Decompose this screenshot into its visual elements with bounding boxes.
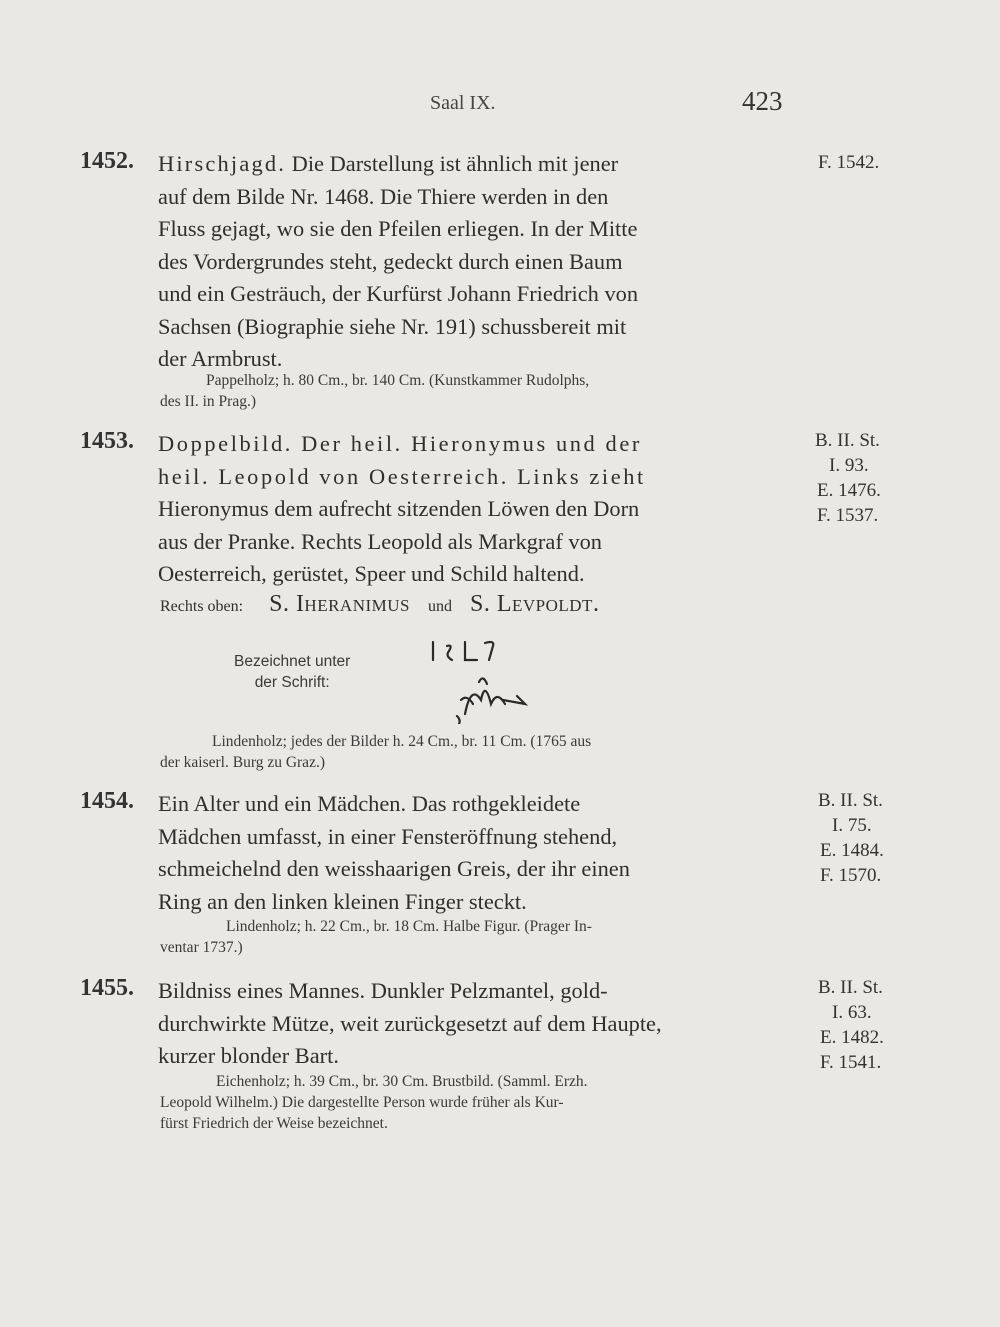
note-line: Eichenholz; h. 39 Cm., br. 30 Cm. Brustbild. (Samml. Erzh.: [216, 1073, 588, 1090]
entry-number: 1452.: [80, 148, 134, 174]
signature-label: Bezeichnet unter der Schrift:: [234, 653, 351, 691]
description-line: Mädchen umfasst, in einer Fensteröffnung stehend,: [158, 823, 618, 849]
description-line: Ring an den linken kleinen Finger steckt.: [158, 888, 527, 914]
inscription-connector: und: [428, 598, 452, 615]
entry-note: [160, 1071, 800, 1134]
reference: E. 1482.: [820, 1027, 884, 1048]
description-line: Bildniss eines Mannes. Dunkler Pelzmantel, gold-: [158, 978, 608, 1003]
reference: F. 1570.: [820, 865, 882, 886]
entry-description: [158, 975, 798, 1073]
entry-description: [158, 148, 798, 376]
description-line: Ein Alter und ein Mädchen. Das rothgekleidete: [158, 791, 581, 816]
note-line: Lindenholz; h. 22 Cm., br. 18 Cm. Halbe Figur. (Prager In-: [226, 918, 592, 935]
description-line: Hieronymus dem aufrecht sitzenden Löwen den Dorn: [158, 496, 640, 521]
note-line: des II. in Prag.): [160, 393, 256, 410]
entry-title: Hirschjagd.: [158, 151, 287, 176]
reference: F. 1542.: [818, 152, 880, 173]
note-line: fürst Friedrich der Weise bezeichnet.: [160, 1115, 388, 1132]
description-line: Sachsen (Biographie siehe Nr. 191) schussbereit mit: [158, 313, 627, 339]
reference: I. 63.: [832, 1002, 872, 1023]
entry-note: [160, 916, 800, 958]
reference-column: [815, 428, 881, 528]
reference: B. II. St.: [818, 790, 883, 811]
artist-monogram-signature: [425, 634, 535, 724]
entry-number: 1453.: [80, 428, 134, 454]
description-line: Hirschjagd. Die Darstellung ist ähnlich mit jener: [158, 151, 619, 176]
entry-note: [160, 370, 800, 412]
note-line: Pappelholz; h. 80 Cm., br. 140 Cm. (Kunstkammer Rudolphs,: [206, 372, 590, 389]
description-line: heil. Leopold von Oesterreich. Links zieht: [158, 463, 646, 489]
reference: B. II. St.: [815, 430, 880, 451]
reference: I. 93.: [829, 455, 869, 476]
description-line: auf dem Bilde Nr. 1468. Die Thiere werden in den: [158, 183, 609, 209]
inscription-right: S. Levpoldt.: [470, 591, 600, 617]
reference: F. 1537.: [817, 505, 879, 526]
entry-number: 1455.: [80, 975, 134, 1001]
reference: F. 1541.: [820, 1052, 882, 1073]
description-line: kurzer blonder Bart.: [158, 1043, 339, 1068]
note-line: der kaiserl. Burg zu Graz.): [160, 754, 325, 771]
description-line: Doppelbild. Der heil. Hieronymus und der: [158, 431, 642, 456]
description-line: aus der Pranke. Rechts Leopold als Markgraf von: [158, 528, 602, 554]
description-line: Fluss gejagt, wo sie den Pfeilen erliegen. In der Mitte: [158, 216, 638, 241]
reference-column: [818, 788, 884, 888]
page-number: 423: [742, 86, 783, 116]
reference: E. 1476.: [817, 480, 881, 501]
reference: B. II. St.: [818, 977, 883, 998]
inscription-label: Rechts oben:: [160, 598, 244, 615]
entry-number: 1454.: [80, 788, 134, 814]
reference: I. 75.: [832, 815, 872, 836]
inscription: [160, 591, 599, 618]
description-line: durchwirkte Mütze, weit zurückgesetzt auf dem Haupte,: [158, 1010, 662, 1036]
note-line: ventar 1737.): [160, 939, 243, 956]
entry-note: [160, 731, 800, 773]
entry-description: [158, 428, 798, 591]
entry-description: [158, 788, 798, 918]
description-line: der Armbrust.: [158, 346, 283, 371]
running-header: Saal IX.: [430, 92, 496, 114]
note-line: Leopold Wilhelm.) Die dargestellte Person wurde früher als Kur-: [160, 1094, 564, 1111]
reference-column: [818, 150, 879, 175]
description-line: schmeichelnd den weisshaarigen Greis, der ihr einen: [158, 856, 630, 881]
reference: E. 1484.: [820, 840, 884, 861]
note-line: Lindenholz; jedes der Bilder h. 24 Cm., br. 11 Cm. (1765 aus: [212, 733, 592, 750]
reference-column: [818, 975, 884, 1075]
description-line: und ein Gesträuch, der Kurfürst Johann Friedrich von: [158, 281, 639, 306]
description-line: des Vordergrundes steht, gedeckt durch einen Baum: [158, 248, 623, 274]
description-line: Oesterreich, gerüstet, Speer und Schild haltend.: [158, 561, 585, 586]
inscription-left: S. Iheranimus: [269, 591, 410, 617]
